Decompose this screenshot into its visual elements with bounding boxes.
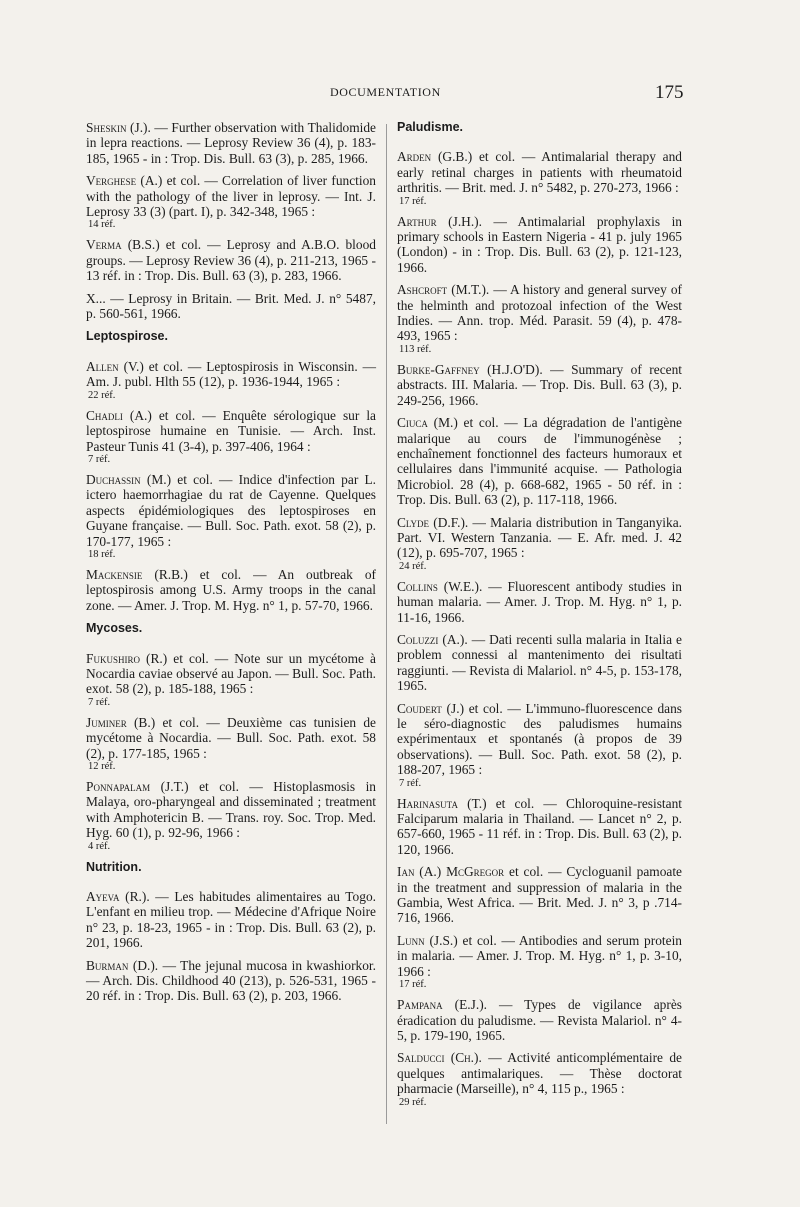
bibliography-entry — [86, 291, 376, 322]
entry-author: Ian (A.) McGregor — [397, 864, 505, 880]
entry-author: Ciuca (M.) — [397, 415, 458, 431]
left-column — [86, 120, 376, 1011]
entry-author: Arthur (J.H.). — [397, 213, 482, 229]
entry-author: Allen (V.) — [86, 358, 144, 374]
entry-author: Clyde (D.F.). — [397, 514, 469, 530]
bibliography-entry — [397, 415, 682, 507]
bibliography-entry — [397, 933, 682, 990]
bibliography-entry — [86, 173, 376, 230]
entry-citation: — The jejunal mucosa in kwashiorkor. — Arch. Dis. Childhood 40 (213), p. 526-531, 1965 - 20 réf. in : Trop. Dis. Bull. 63 (2), p. 203, 1966. — [86, 957, 376, 1004]
entry-author: Ayeva (R.). — [86, 889, 150, 905]
entry-body — [397, 864, 682, 926]
entry-body — [86, 173, 376, 219]
entry-reference-count: 7 réf. — [88, 453, 111, 465]
entry-author: Collins (W.E.). — [397, 578, 483, 594]
entry-reference-count: 22 réf. — [88, 389, 116, 401]
bibliography-entry — [86, 958, 376, 1004]
bibliography-entry — [86, 889, 376, 951]
bibliography-entry — [397, 515, 682, 572]
entry-citation: et col. — Leprosy and A.B.O. blood groups. — Leprosy Review 36 (4), p. 211-213, 1965 - 13 réf. in : Trop. Dis. Bull. 63 (3), p. 283, 1966. — [86, 237, 376, 284]
entry-body — [397, 701, 682, 778]
entry-author: Burke-Gaffney (H.J.O'D). — [397, 361, 543, 377]
entry-body — [86, 359, 376, 390]
entry-body — [397, 515, 682, 561]
bibliography-entry — [397, 864, 682, 926]
section-heading: Paludisme. — [397, 120, 463, 134]
entry-body — [397, 796, 682, 858]
bibliography-entry — [397, 282, 682, 355]
entry-citation: — Further observation with Thalidomide in lepra reactions. — Leprosy Review 36 (4), p. 183-185, 1965 - in : Trop. Dis. Bull. 63 (3), p. 285, 1966. — [86, 120, 377, 166]
entry-citation: et col. — Correlation of liver function with the pathology of the liver in leprosy. — Int. J. Leprosy 33 (3) (part. I), p. 342-348, 1965 : — [86, 173, 376, 220]
entry-citation: — Fluorescent antibody studies in human malaria. — Amer. J. Trop. M. Hyg. n° 1, p. 11-16, 1966. — [397, 578, 682, 625]
entry-author: Arden (G.B.) — [397, 149, 473, 165]
entry-citation: et col. — An outbreak of leptospirosis among U.S. Army troops in the canal zone. — Amer. J. Trop. M. Hyg. n° 1, p. 57-70, 1966. — [86, 566, 376, 613]
running-title: DOCUMENTATION — [330, 85, 441, 99]
entry-body — [86, 779, 376, 841]
entry-citation: — Activité anticomplémentaire de quelques antimalariques. — Thèse doctorat pharmacie (Marseille), n° 4, 115 p., 1965 : — [397, 1050, 682, 1097]
entry-citation: et col. — Leptospirosis in Wisconsin. — Am. J. publ. Hlth 55 (12), p. 1936-1944, 1965 : — [86, 358, 376, 390]
entry-reference-count: 12 réf. — [88, 761, 116, 772]
bibliography-entry — [86, 472, 376, 560]
entry-body — [86, 715, 376, 761]
entry-author: Sheskin (J.). — [86, 120, 151, 135]
entry-reference-count: 17 réf. — [399, 979, 427, 991]
entry-citation: et col. — Chloroquine-resistant Falciparum malaria in Thailand. — Lancet n° 2, p. 657-660, 1965 - 11 réf. in : Trop. Dis. Bull. 63 (2), p. 120, 1966. — [397, 795, 682, 857]
bibliography-entry — [86, 567, 376, 613]
entry-body — [86, 472, 376, 549]
entry-body — [86, 651, 376, 697]
entry-reference-count: 4 réf. — [88, 840, 111, 852]
entry-author: Verghese (A.) — [86, 173, 163, 189]
entry-citation: et col. — Antimalarial therapy and early retinal charges in patients with rheumatoid arthritis. — Brit. med. J. n° 5482, p. 270-273, 1966 : — [397, 149, 682, 196]
entry-citation: et col. — Note sur un mycétome à Nocardia caviae observé au Japon. — Bull. Soc. Path. exot. 58 (2), p. 185-188, 1965 : — [86, 650, 376, 697]
bibliography-entry — [397, 796, 682, 858]
entry-author: Duchassin (M.) — [86, 471, 172, 487]
entry-body — [397, 579, 682, 625]
entry-body — [86, 889, 376, 951]
bibliography-entry — [397, 362, 682, 408]
entry-author: Burman (D.). — [86, 957, 159, 973]
entry-body — [397, 933, 682, 979]
bibliography-entry — [397, 701, 682, 789]
entry-citation: et col. — L'immuno-fluorescence dans le séro-diagnostic des paludismes humains expérimentaux et spontanés (à propos de 39 observations). — Bull. Soc. Path. exot. 58 (2), p. 188-207, 1965 : — [397, 700, 682, 778]
entry-body — [86, 567, 376, 613]
entry-reference-count: 29 réf. — [399, 1096, 427, 1108]
entry-body — [397, 362, 682, 408]
entry-author: Verma (B.S.) — [86, 237, 160, 253]
entry-body — [397, 415, 682, 507]
entry-citation: et col. — Antibodies and serum protein in malaria. — Amer. J. Trop. M. Hyg. n° 1, p. 3-10, 1966 : — [397, 932, 682, 979]
bibliography-entry — [397, 1050, 682, 1107]
entry-author: Lunn (J.S.) — [397, 932, 458, 948]
entry-citation: et col. — Deuxième cas tunisien de mycétome à Nocardia. — Bull. Soc. Path. exot. 58 (2), p. 177-185, 1965 : — [86, 714, 376, 761]
entry-body — [397, 282, 682, 344]
section-heading: Leptospirose. — [86, 329, 168, 344]
entry-body — [397, 632, 682, 694]
bibliography-entry — [397, 997, 682, 1043]
entry-citation: — Types de vigilance après éradication du paludisme. — Revista Malariol. n° 4-5, p. 179-190, 1965. — [397, 997, 682, 1043]
bibliography-entry — [86, 359, 376, 401]
entry-citation: — Dati recenti sulla malaria in Italia e problem connessi al mantenimento dei risultati raggiunti. — Revista di Malariol. n° 4-5, p. 153-178, 1965. — [397, 631, 682, 694]
entry-author: X... — [86, 290, 106, 306]
entry-author: Coluzzi (A.). — [397, 631, 468, 647]
bibliography-entry — [397, 214, 682, 276]
entry-reference-count: 17 réf. — [399, 195, 427, 207]
entry-author: Salducci (Ch.). — [397, 1050, 482, 1066]
entry-author: Ponnapalam (J.T.) — [86, 779, 189, 794]
entry-citation: — A history and general survey of the helminth and protozoal infection of the West Indies. — Ann. trop. Méd. Parasit. 59 (4), p. 478-493, 1965 : — [397, 282, 682, 344]
entry-author: Ashcroft (M.T.). — [397, 282, 490, 298]
entry-citation: et col. — Indice d'infection par L. ictero haemorrhagiae du rat de Cayenne. Quelques aspects épidémiologiques des leptospiroses en Guyane française. — Bull. Soc. Path. exot. 58 (2), p. 170-177, 1965 : — [86, 471, 377, 549]
entry-citation: et col. — Enquête sérologique sur la leptospirose humaine en Tunisie. — Arch. Inst. Pasteur Tunis 41 (3-4), p. 397-406, 1964 : — [86, 407, 376, 454]
entry-reference-count: 18 réf. — [88, 548, 116, 560]
page-number: 175 — [655, 82, 684, 103]
entry-body — [397, 997, 682, 1043]
entry-citation: — Malaria distribution in Tanganyika. Part. VI. Western Tanzania. — E. Afr. med. J. 42 (12), p. 695-707, 1965 : — [397, 514, 682, 561]
bibliography-entry — [86, 651, 376, 708]
entry-reference-count: 113 réf. — [399, 343, 432, 355]
entry-citation: — Antimalarial prophylaxis in primary schools in Eastern Nigeria - 41 p. july 1965 (London) - in : Trop. Dis. Bull. 63 (2), p. 121-123, 1966. — [397, 213, 683, 275]
right-column — [397, 120, 682, 1115]
running-header — [0, 82, 800, 102]
entry-author: Chadli (A.) — [86, 407, 152, 423]
entry-body — [86, 408, 376, 454]
entry-author: Coudert (J.) — [397, 700, 465, 716]
entry-citation: — Les habitudes alimentaires au Togo. L'enfant en milieu trop. — Médecine d'Afrique Noire n° 23, p. 18-23, 1965 - in : Trop. Dis. Bull. 63 (2), p. 201, 1966. — [86, 889, 376, 951]
bibliography-entry — [397, 149, 682, 206]
entry-author: Harinasuta (T.) — [397, 795, 487, 811]
bibliography-entry — [86, 120, 376, 166]
entry-citation: — Leprosy in Britain. — Brit. Med. J. n° 5487, p. 560-561, 1966. — [86, 290, 376, 322]
entry-author: Pampana (E.J.). — [397, 997, 487, 1013]
section-heading: Nutrition. — [86, 859, 142, 874]
bibliography-entry — [86, 779, 376, 852]
bibliography-entry — [86, 237, 376, 283]
entry-body — [86, 237, 376, 283]
entry-citation: et col. — Cycloguanil pamoate in the treatment and suppression of malaria in the Gambia, West Africa. — Brit. Med. J. n° 3, p .714-716, 1966. — [397, 864, 682, 926]
bibliography-entry — [397, 579, 682, 625]
column-divider — [386, 124, 387, 1124]
bibliography-entry — [86, 408, 376, 465]
entry-citation: — Summary of recent abstracts. III. Malaria. — Trop. Dis. Bull. 63 (3), p. 249-256, 1966. — [397, 361, 682, 408]
entry-reference-count: 24 réf. — [399, 560, 427, 572]
entry-author: Juminer (B.) — [86, 714, 156, 730]
entry-citation: et col. — La dégradation de l'antigène malarique au cours de l'immunogénèse ; enchaînement fonctionnel des facteurs humoraux et cellulaires dans l'immunité acquise. — Pathologia Microbiol. 28 (4), p. 668-682, 1965 - 50 réf. in : Trop. Dis. Bull. 63 (2), p. 117-118, 1966. — [397, 415, 682, 508]
entry-body — [86, 291, 376, 322]
entry-body — [397, 214, 682, 276]
entry-reference-count: 14 réf. — [88, 219, 116, 231]
entry-reference-count: 7 réf. — [88, 696, 111, 708]
section-heading: Mycoses. — [86, 621, 143, 636]
entry-citation: et col. — Histoplasmosis in Malaya, oro-pharyngeal and disseminated ; treatment with Amphotericin B. — Trans. roy. Soc. Trop. Med. Hyg. 60 (1), p. 92-96, 1966 : — [86, 779, 376, 841]
entry-author: Mackensie (R.B.) — [86, 566, 188, 582]
entry-author: Fukushiro (R.) — [86, 650, 168, 666]
bibliography-entry — [397, 632, 682, 694]
bibliography-entry — [86, 715, 376, 772]
entry-body — [397, 149, 682, 195]
entry-body — [86, 958, 376, 1004]
entry-body — [397, 1050, 682, 1096]
entry-body — [86, 120, 376, 166]
entry-reference-count: 7 réf. — [399, 777, 422, 789]
